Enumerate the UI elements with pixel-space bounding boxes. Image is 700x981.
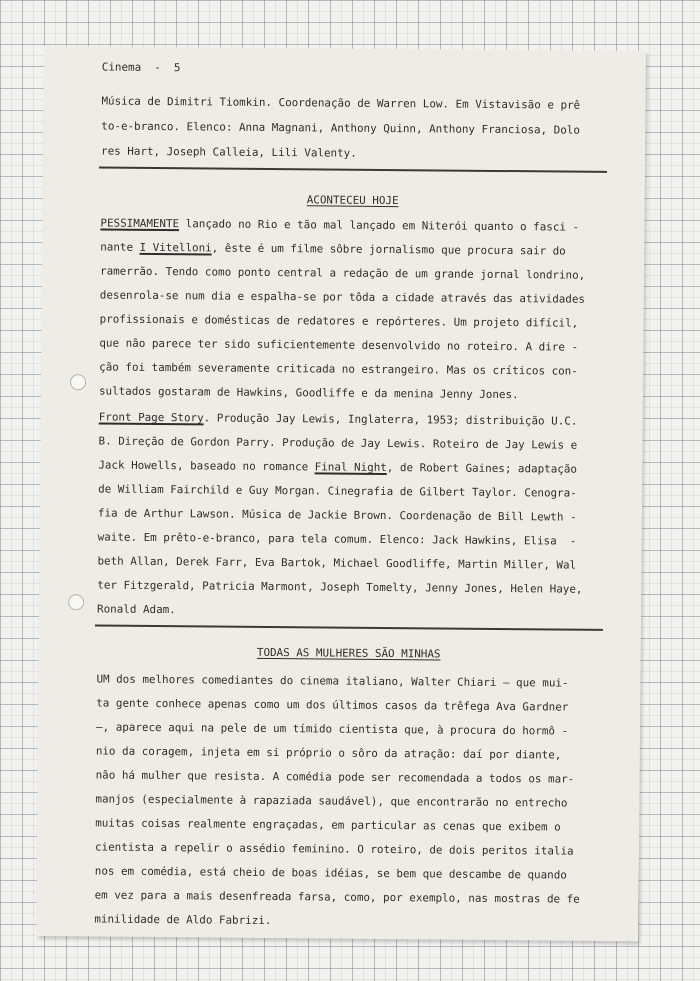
credits-line-1: Música de Dimitri Tiomkin. Coordenação de Warren Low. Em Vistavisão e prê xyxy=(101,94,581,112)
page-reference: Cinema - 5 xyxy=(101,60,181,75)
credits-line: fia de Arthur Lawson. Música de Jackie Brown. Coordenação de Bill Lewth - xyxy=(97,506,577,524)
binder-hole-top xyxy=(70,374,86,390)
section-divider xyxy=(99,166,607,172)
review-line: nos em comédia, está cheio de boas idéias, se bem que descambe de quando xyxy=(94,864,567,882)
credits-line: beth Allan, Derek Farr, Eva Bartok, Michael Goodliffe, Martin Miller, Wal xyxy=(97,554,577,572)
review-line: —, aparece aqui na pele de um tímido cientista que, à procura do hormô - xyxy=(96,720,569,738)
review-line: desenrola-se num dia e espalha-se por tôda a cidade através das atividades xyxy=(99,288,586,306)
review-line: que não parece ter sido suficientemente desenvolvido no roteiro. A dire - xyxy=(99,336,579,354)
credits-line: Jack Howells, baseado no romance Final Night, de Robert Gaines; adaptação xyxy=(98,458,578,476)
review-line: muitas coisas realmente engraçadas, em particular as cenas que exibem o xyxy=(95,816,561,834)
credits-line-2: to-e-branco. Elenco: Anna Magnani, Anthony Quinn, Anthony Franciosa, Dolo xyxy=(101,119,580,137)
review-line: cientista a repelir o assédio feminino. O roteiro, de dois peritos italia xyxy=(94,840,574,858)
typed-page xyxy=(36,46,646,941)
review-line: manjos (especialmente à rapaziada saudável), que encontrarão no entrecho xyxy=(95,792,568,810)
review-line: nio da coragem, injeta em si próprio o sôro da atração: daí por diante, xyxy=(95,744,562,762)
credits-line: Front Page Story. Produção Jay Lewis, Inglaterra, 1953; distribuição U.C. xyxy=(98,410,578,428)
credits-line: Ronald Adam. xyxy=(97,602,176,617)
review-line: não há mulher que resista. A comédia pode ser recomendada a todos os mar- xyxy=(95,768,575,786)
review-line: em vez para a mais desenfreada farsa, como, por exemplo, nas mostras de fe xyxy=(94,888,580,906)
review-line: ramerrão. Tendo como ponto central a redação de um grande jornal londrino, xyxy=(99,264,586,282)
review-line: nante I Vitelloni, êste é um filme sôbre jornalismo que procura sair do xyxy=(100,240,566,258)
review-line: ta gente conhece apenas como um dos últimos casos da trêfega Ava Gardner xyxy=(96,696,569,714)
review-heading-aconteceu-hoje: ACONTECEU HOJE xyxy=(306,193,399,208)
credits-line: B. Direção de Gordon Parry. Produção de Jay Lewis. Roteiro de Jay Lewis e xyxy=(98,434,578,452)
credits-line: waite. Em prêto-e-branco, para tela comum. Elenco: Jack Hawkins, Elisa - xyxy=(97,530,577,548)
credits-line: ter Fitzgerald, Patricia Marmont, Joseph Tomelty, Jenny Jones, Helen Haye, xyxy=(97,578,583,596)
credits-line-3: res Hart, Joseph Calleia, Lili Valenty. xyxy=(101,144,357,160)
review-line: minilidade de Aldo Fabrizi. xyxy=(94,912,272,928)
section-divider xyxy=(95,624,603,630)
review-line: ção foi também severamente criticada no estrangeiro. Mas os críticos con- xyxy=(99,360,578,378)
credits-line: de William Fairchild e Guy Morgan. Cinegrafia de Gilbert Taylor. Cenogra- xyxy=(98,482,577,500)
review-line: sultados gostaram de Hawkins, Goodliffe e da menina Jenny Jones. xyxy=(98,384,519,402)
review-line: profissionais e domésticas de redatores e repórteres. Um projeto difícil, xyxy=(99,312,579,330)
binder-hole-bottom xyxy=(68,594,84,610)
review-heading-todas-as-mulheres: TODAS AS MULHERES SÃO MINHAS xyxy=(256,645,441,661)
review-line: UM dos melhores comediantes do cinema italiano, Walter Chiari — que mui- xyxy=(96,672,569,690)
review-line: PESSIMAMENTE lançado no Rio e tão mal lançado em Niterói quanto o fasci - xyxy=(100,216,580,234)
